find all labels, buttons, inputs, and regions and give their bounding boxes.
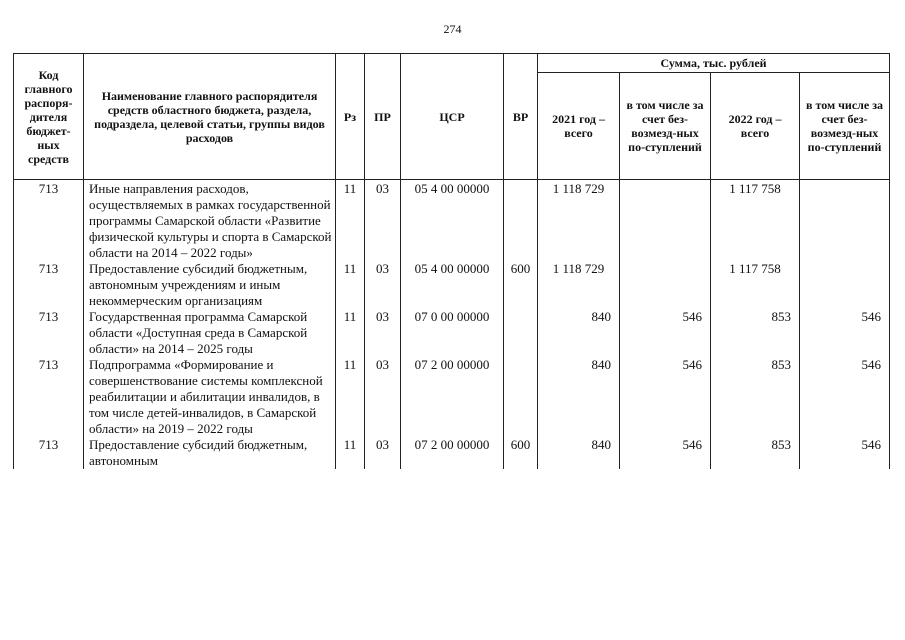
cell-name: Подпрограмма «Формирование и совершенствование системы комплексной реабилитации и абилитации инвалидов, в том числе детей-инвалидов, в Самарской области» на 2019 – 2022 годы — [84, 357, 336, 437]
cell-2022-total: 853 — [711, 309, 800, 357]
table-row — [14, 309, 890, 357]
cell-pr: 03 — [365, 437, 401, 469]
cell-2021-free: 546 — [620, 437, 711, 469]
cell-2021-free: 546 — [620, 309, 711, 357]
cell-vr — [504, 309, 538, 357]
table-row — [14, 261, 890, 309]
cell-2022-total: 853 — [711, 357, 800, 437]
cell-csr: 07 0 00 00000 — [401, 309, 504, 357]
cell-rz: 11 — [336, 309, 365, 357]
cell-rz: 11 — [336, 357, 365, 437]
header-code: Код главного распоря-дителя бюджет-ных средств — [14, 54, 84, 180]
cell-2022-free: 546 — [800, 357, 890, 437]
cell-2021-total: 1 118 729 — [538, 180, 620, 262]
table-body — [14, 180, 890, 470]
cell-2022-total: 853 — [711, 437, 800, 469]
cell-pr: 03 — [365, 309, 401, 357]
cell-name: Предоставление субсидий бюджетным, автономным учреждениям и иным некоммерческим организациям — [84, 261, 336, 309]
cell-csr: 07 2 00 00000 — [401, 357, 504, 437]
header-sum: Сумма, тыс. рублей — [538, 54, 890, 73]
cell-name: Предоставление субсидий бюджетным, автономным — [84, 437, 336, 469]
cell-2022-free — [800, 180, 890, 262]
cell-rz: 11 — [336, 180, 365, 262]
cell-vr — [504, 180, 538, 262]
cell-rz: 11 — [336, 437, 365, 469]
table-row — [14, 357, 890, 437]
cell-pr: 03 — [365, 357, 401, 437]
cell-2022-free — [800, 261, 890, 309]
header-vr: ВР — [504, 54, 538, 180]
header-2021-free: в том числе за счет без-возмезд-ных по-ступлений — [620, 73, 711, 180]
header-2022-free: в том числе за счет без-возмезд-ных по-ступлений — [800, 73, 890, 180]
header-2021-total: 2021 год – всего — [538, 73, 620, 180]
cell-code: 713 — [14, 309, 84, 357]
table-row — [14, 437, 890, 469]
cell-code: 713 — [14, 357, 84, 437]
cell-2022-total: 1 117 758 — [711, 261, 800, 309]
cell-rz: 11 — [336, 261, 365, 309]
cell-2021-free: 546 — [620, 357, 711, 437]
cell-code: 713 — [14, 261, 84, 309]
budget-table — [13, 53, 890, 469]
cell-2022-free: 546 — [800, 309, 890, 357]
header-2022-total: 2022 год – всего — [711, 73, 800, 180]
cell-2021-total: 840 — [538, 357, 620, 437]
header-csr: ЦСР — [401, 54, 504, 180]
cell-csr: 05 4 00 00000 — [401, 180, 504, 262]
cell-2022-total: 1 117 758 — [711, 180, 800, 262]
cell-2021-free — [620, 180, 711, 262]
cell-2021-total: 840 — [538, 309, 620, 357]
header-rz: Рз — [336, 54, 365, 180]
cell-2021-free — [620, 261, 711, 309]
cell-vr: 600 — [504, 261, 538, 309]
cell-vr — [504, 357, 538, 437]
cell-2021-total: 840 — [538, 437, 620, 469]
cell-pr: 03 — [365, 180, 401, 262]
cell-2022-free: 546 — [800, 437, 890, 469]
cell-code: 713 — [14, 437, 84, 469]
header-name: Наименование главного распорядителя средств областного бюджета, раздела, подраздела, целевой статьи, группы видов расходов — [84, 54, 336, 180]
cell-code: 713 — [14, 180, 84, 262]
page-number: 274 — [443, 22, 462, 36]
cell-pr: 03 — [365, 261, 401, 309]
cell-csr: 05 4 00 00000 — [401, 261, 504, 309]
cell-name: Государственная программа Самарской области «Доступная среда в Самарской области» на 2014 – 2025 годы — [84, 309, 336, 357]
header-pr: ПР — [365, 54, 401, 180]
cell-vr: 600 — [504, 437, 538, 469]
table-row — [14, 180, 890, 262]
table-header — [14, 54, 890, 180]
cell-csr: 07 2 00 00000 — [401, 437, 504, 469]
cell-name: Иные направления расходов, осуществляемых в рамках государственной программы Самарской области «Развитие физической культуры и спорта в Самарской области на 2014 – 2022 годы» — [84, 180, 336, 262]
cell-2021-total: 1 118 729 — [538, 261, 620, 309]
